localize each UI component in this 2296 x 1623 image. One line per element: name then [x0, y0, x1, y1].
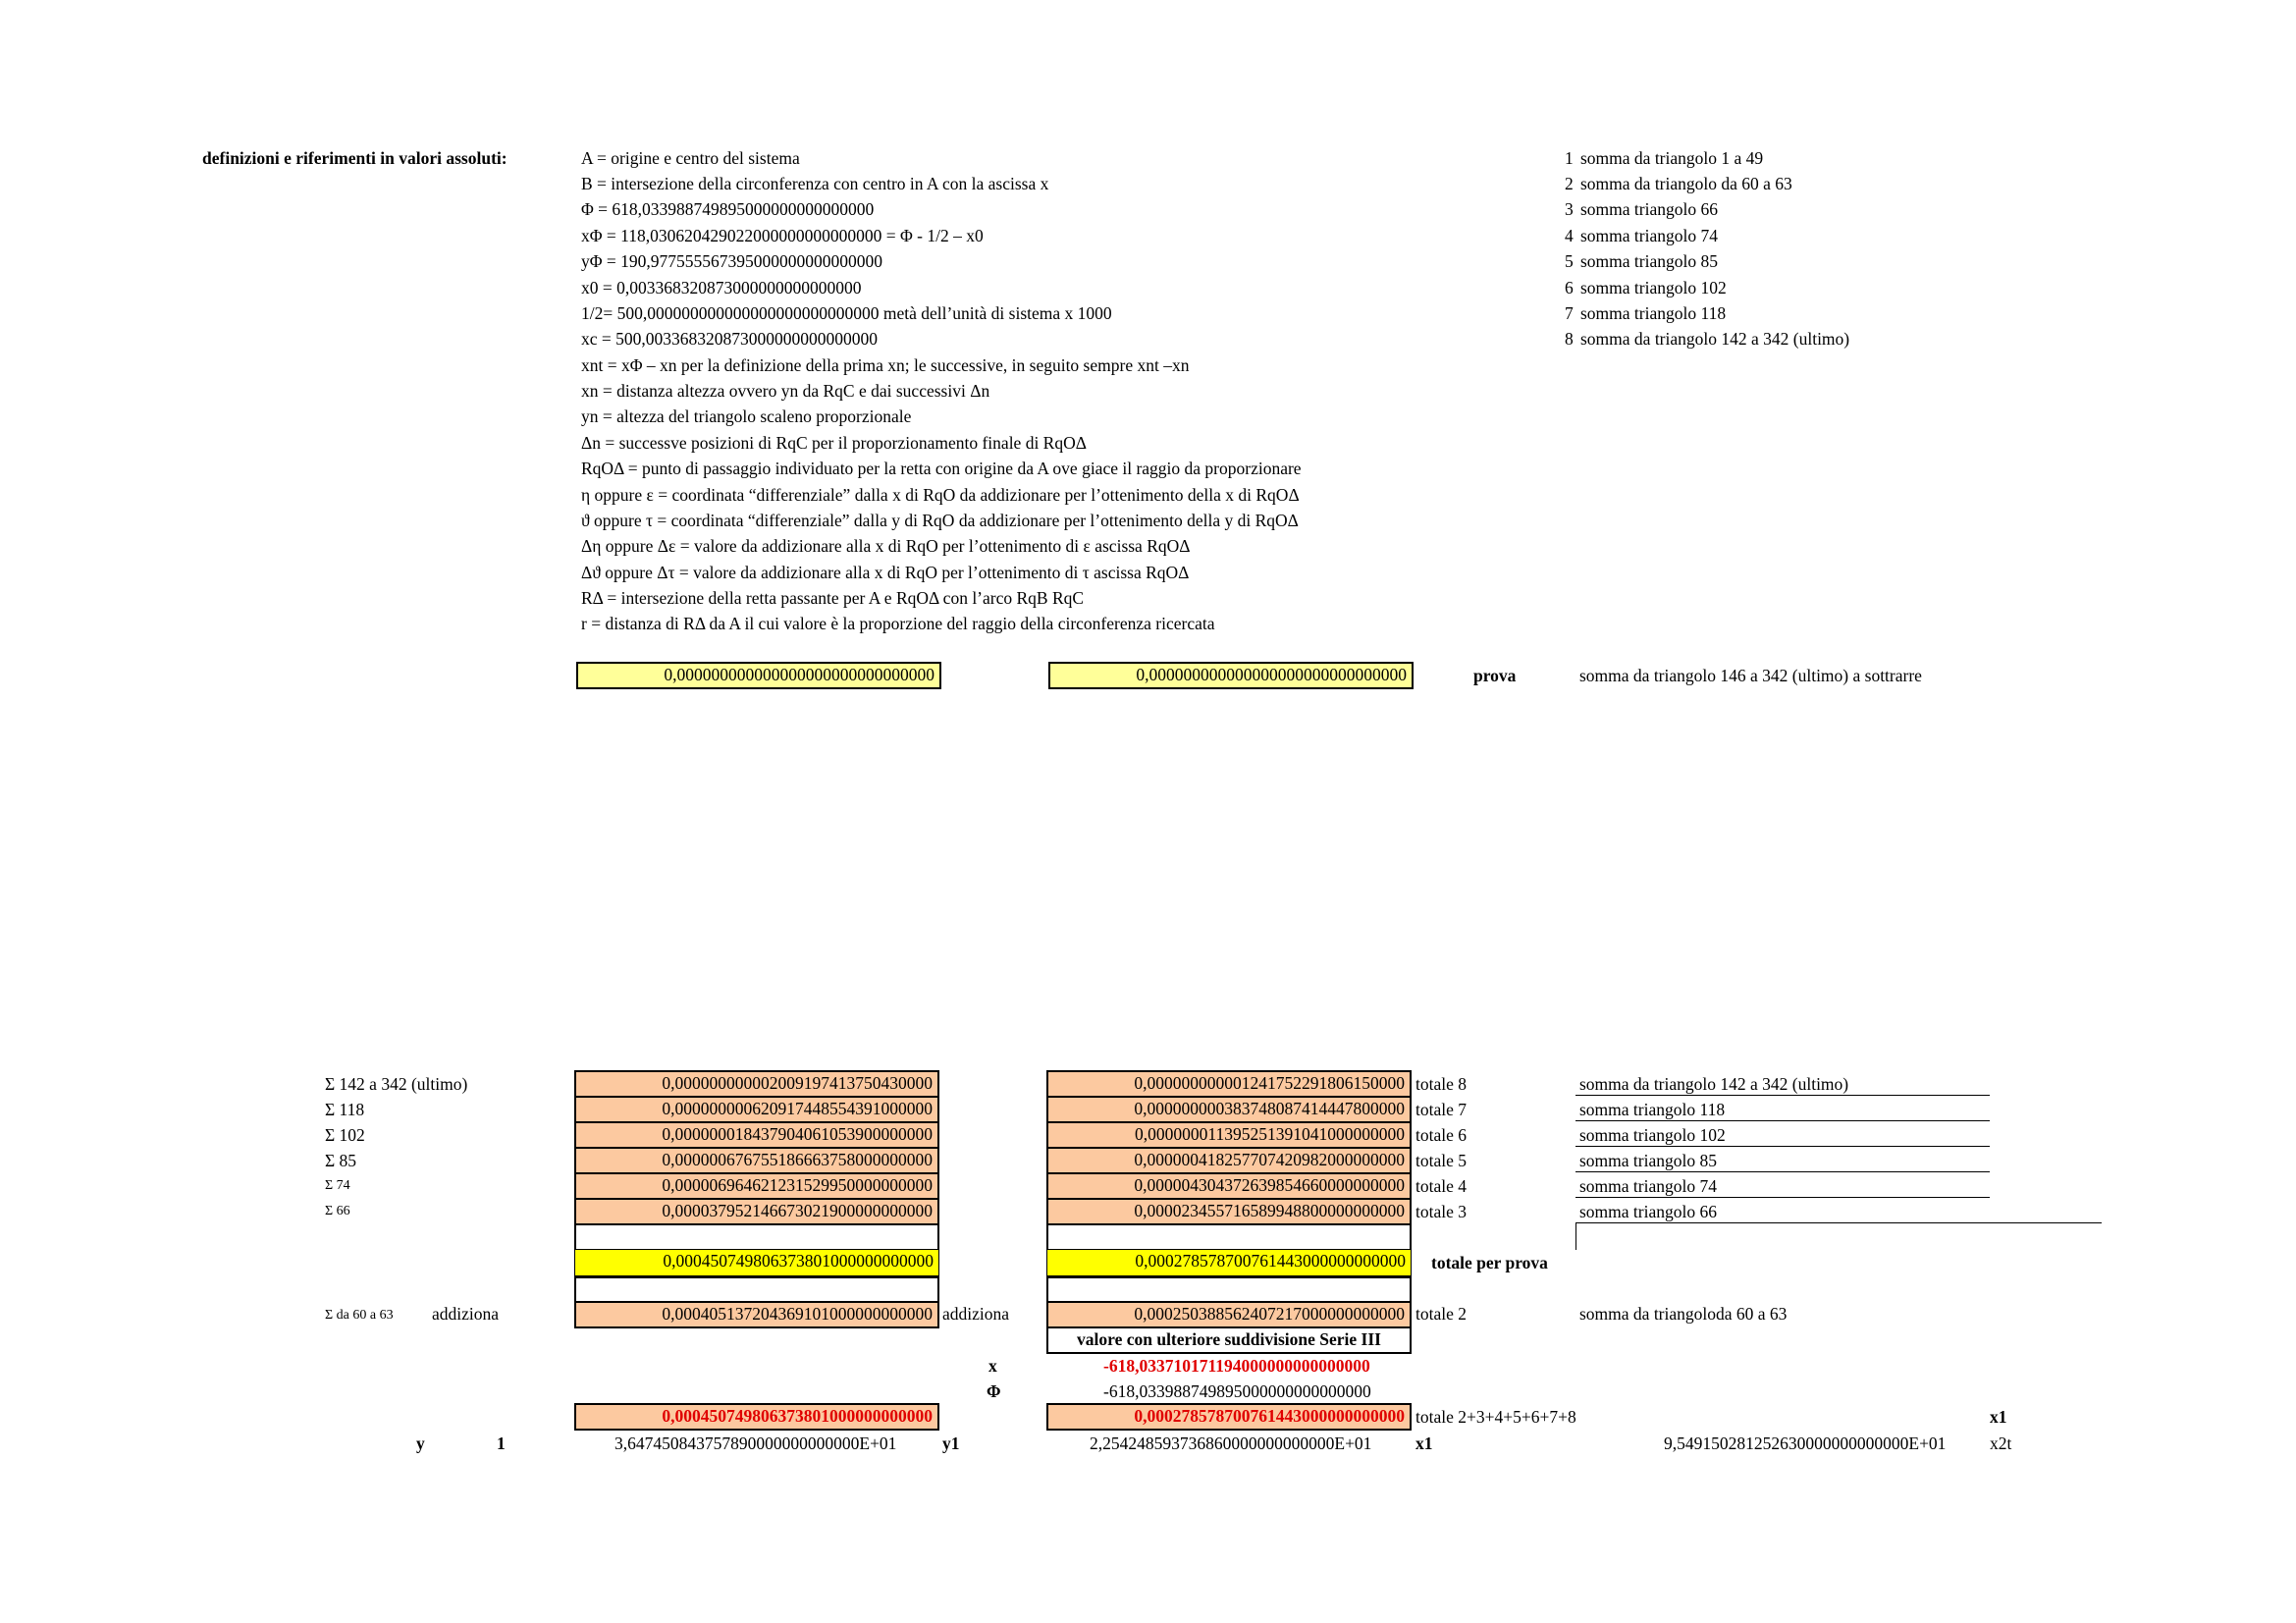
note-underline [1575, 1146, 1990, 1147]
row-total-label: totale 3 [1415, 1202, 1467, 1221]
prova-note: somma da triangolo 146 a 342 (ultimo) a sottrarre [1579, 666, 1922, 685]
row-label: Σ 102 [325, 1125, 365, 1145]
final-left-cell[interactable]: 0,000450749806373801000000000000 [574, 1403, 939, 1431]
addiziona-right-cell[interactable]: 0,000250388562407217000000000000 [1046, 1301, 1412, 1328]
prova-left-cell[interactable]: 0,000000000000000000000000000000 [576, 662, 941, 689]
definition-line: Δη oppure Δε = valore da addizionare alla x di RqO per l’ottenimento di ε ascissa RqOΔ [581, 536, 1191, 556]
row-label: Σ 118 [325, 1100, 365, 1119]
definition-line: η oppure ε = coordinata “differenziale” dalla x di RqO da addizionare per l’ottenimento della x di RqOΔ [581, 485, 1300, 505]
row-total-label: totale 6 [1415, 1125, 1467, 1145]
row-note: somma triangolo 66 [1579, 1202, 1717, 1221]
note-underline [1575, 1197, 1990, 1198]
serie-note-cell: valore con ulteriore suddivisione Serie III [1046, 1326, 1412, 1354]
row-left-cell[interactable]: 0,000000676755186663758000000000 [574, 1147, 939, 1174]
y1-label: y1 [942, 1434, 960, 1453]
definition-line: yn = altezza del triangolo scaleno proporzionale [581, 406, 912, 426]
final-right-cell[interactable]: 0,000278578700761443000000000000 [1046, 1403, 1412, 1431]
note-bracket [1575, 1222, 1576, 1250]
row-right-cell[interactable]: 0,000000000383748087414447800000 [1046, 1096, 1412, 1123]
row-left-cell[interactable]: 0,000006964621231529950000000000 [574, 1172, 939, 1200]
definition-line: xc = 500,003368320873000000000000000 [581, 329, 879, 349]
definition-line: xΦ = 118,030620429022000000000000000 = Φ - 1/2 – x0 [581, 226, 984, 245]
definition-line: x0 = 0,003368320873000000000000000 [581, 278, 862, 298]
phi-value: -618,033988749895000000000000000 [1103, 1381, 1371, 1401]
definition-line: yΦ = 190,977555567395000000000000000 [581, 251, 883, 271]
note-underline [1575, 1095, 1990, 1096]
note-underline [1575, 1120, 1990, 1121]
row-right-cell[interactable]: 0,000000418257707420982000000000 [1046, 1147, 1412, 1174]
row-left-cell[interactable]: 0,000000000002009197413750430000 [574, 1070, 939, 1098]
empty-right-cell[interactable] [1046, 1223, 1412, 1251]
row-total-label: totale 5 [1415, 1151, 1467, 1170]
addiziona-note: somma da triangoloda 60 a 63 [1579, 1304, 1788, 1324]
final-x1-label: x1 [1990, 1407, 2007, 1427]
totale-prova-label: totale per prova [1431, 1253, 1548, 1272]
empty-right-cell[interactable] [1046, 1276, 1412, 1304]
empty-left-cell[interactable] [574, 1276, 939, 1304]
definition-line: xn = distanza altezza ovvero yn da RqC e dai successivi Δn [581, 381, 990, 401]
definition-line: ϑ oppure τ = coordinata “differenziale” dalla y di RqO da addizionare per l’ottenimento della y di RqOΔ [581, 511, 1299, 530]
note-underline [1575, 1222, 2102, 1223]
y1-value: 2,254248593736860000000000000E+01 [1090, 1434, 1372, 1453]
note-underline [1575, 1171, 1990, 1172]
one-label: 1 [497, 1434, 506, 1453]
row-right-cell[interactable]: 0,000000011395251391041000000000 [1046, 1121, 1412, 1149]
addiziona-left-cell[interactable]: 0,000405137204369101000000000000 [574, 1301, 939, 1328]
definition-line: r = distanza di RΔ da A il cui valore è la proporzione del raggio della circonferenza ricercata [581, 614, 1215, 633]
addiziona-label: addiziona [432, 1304, 500, 1324]
x1-label: x1 [1415, 1434, 1433, 1453]
row-right-cell[interactable]: 0,000000000001241752291806150000 [1046, 1070, 1412, 1098]
row-right-cell[interactable]: 0,000023455716589948800000000000 [1046, 1198, 1412, 1225]
definition-line: xnt = xΦ – xn per la definizione della prima xn; le successive, in seguito sempre xnt –xn [581, 355, 1190, 375]
row-note: somma da triangolo 142 a 342 (ultimo) [1579, 1074, 1849, 1094]
x1-value: 9,549150281252630000000000000E+01 [1664, 1434, 1947, 1453]
row-left-cell[interactable]: 0,000000000620917448554391000000 [574, 1096, 939, 1123]
x-label: x [988, 1356, 997, 1376]
addiziona-mid-label: addiziona [942, 1304, 1010, 1324]
row-right-cell[interactable]: 0,000004304372639854660000000000 [1046, 1172, 1412, 1200]
row-note: somma triangolo 118 [1579, 1100, 1726, 1119]
row-label: Σ 74 [325, 1178, 350, 1193]
x2t-label: x2t [1990, 1434, 2012, 1453]
x-value: -618,033710171194000000000000000 [1103, 1356, 1370, 1376]
row-note: somma triangolo 74 [1579, 1176, 1717, 1196]
y-label: y [416, 1434, 425, 1453]
definition-line: Δn = successve posizioni di RqC per il proporzionamento finale di RqOΔ [581, 433, 1087, 453]
phi-label: Φ [987, 1381, 1001, 1401]
row-total-label: totale 4 [1415, 1176, 1467, 1196]
addiziona-row-label: Σ da 60 a 63 [325, 1308, 394, 1323]
row-label: Σ 85 [325, 1151, 357, 1170]
definition-line: B = intersezione della circonferenza con centro in A con la ascissa x [581, 174, 1049, 193]
row-note: somma triangolo 102 [1579, 1125, 1726, 1145]
definition-line: Δϑ oppure Δτ = valore da addizionare alla x di RqO per l’ottenimento di τ ascissa RqOΔ [581, 563, 1190, 582]
totale-prova-right-cell[interactable]: 0,000278578700761443000000000000 [1046, 1249, 1412, 1276]
definition-line: RqOΔ = punto di passaggio individuato per la retta con origine da A ove giace il raggio da proporzionare [581, 459, 1302, 478]
totale-prova-left-cell[interactable]: 0,000450749806373801000000000000 [574, 1249, 939, 1276]
definition-line: 1/2= 500,000000000000000000000000000 metà dell’unità di sistema x 1000 [581, 303, 1112, 323]
row-label: Σ 66 [325, 1204, 350, 1218]
definition-line: RΔ = intersezione della retta passante per A e RqOΔ con l’arco RqB RqC [581, 588, 1085, 608]
final-total-label: totale 2+3+4+5+6+7+8 [1415, 1407, 1576, 1427]
definition-line: A = origine e centro del sistema [581, 148, 800, 168]
addiziona-total-label: totale 2 [1415, 1304, 1467, 1324]
definition-line: Φ = 618,033988749895000000000000000 [581, 199, 875, 219]
row-left-cell[interactable]: 0,000037952146673021900000000000 [574, 1198, 939, 1225]
prova-right-cell[interactable]: 0,000000000000000000000000000000 [1048, 662, 1414, 689]
empty-left-cell[interactable] [574, 1223, 939, 1251]
y-value: 3,647450843757890000000000000E+01 [614, 1434, 897, 1453]
row-total-label: totale 7 [1415, 1100, 1467, 1119]
row-total-label: totale 8 [1415, 1074, 1467, 1094]
row-left-cell[interactable]: 0,000000018437904061053900000000 [574, 1121, 939, 1149]
prova-label: prova [1473, 666, 1517, 685]
row-label: Σ 142 a 342 (ultimo) [325, 1074, 468, 1094]
row-note: somma triangolo 85 [1579, 1151, 1717, 1170]
header-label: definizioni e riferimenti in valori assoluti: [202, 148, 507, 168]
